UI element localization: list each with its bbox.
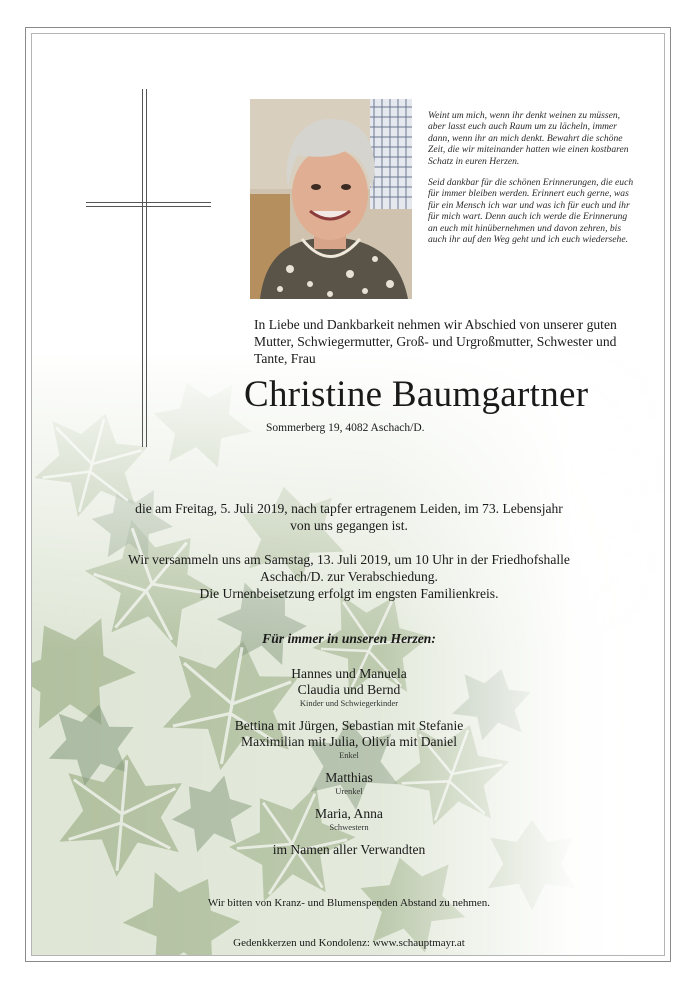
service-info (32, 551, 665, 602)
cross-beam-line (86, 206, 211, 207)
siblings-group (32, 806, 665, 832)
children-group (32, 666, 665, 708)
children-line-2: Claudia und Bernd (297, 682, 401, 697)
cross-beam (86, 202, 211, 203)
cross-icon-line (146, 89, 147, 447)
grandchildren-group (32, 718, 665, 760)
notice-panel (31, 33, 665, 956)
all-relatives: im Namen aller Verwandten (272, 842, 426, 857)
service-line-2: Aschach/D. zur Verabschiedung. (260, 569, 438, 584)
service-line-1: Wir versammeln uns am Samstag, 13. Juli 2019, um 10 Uhr in der Friedhofshalle (128, 552, 570, 567)
death-notice (32, 500, 665, 534)
great-grandchild: Matthias (325, 770, 373, 785)
cross-icon (142, 89, 143, 447)
grandchildren-line-1: Bettina mit Jürgen, Sebastian mit Stefanie (234, 718, 464, 733)
deceased-name: Christine Baumgartner (244, 374, 589, 415)
deceased-address: Sommerberg 19, 4082 Aschach/D. (266, 422, 425, 434)
poem-stanza-1: Weint um mich, wenn ihr denkt weinen zu müssen, aber lasst euch auch Raum um zu lächeln, immer dann, wenn ihr an mich denkt. Bewahrt die schöne Zeit, die wir miteinander hatten wie einen kostbaren Schatz in euren Herzen. (428, 110, 629, 167)
poem (428, 110, 636, 255)
children-line-1: Hannes und Manuela (291, 666, 407, 681)
grandchildren-role: Enkel (339, 750, 359, 760)
motto: Für immer in unseren Herzen: (262, 631, 436, 646)
siblings: Maria, Anna (315, 806, 383, 821)
family-list (32, 666, 665, 858)
ivy-background (32, 344, 665, 956)
great-grandchild-role: Urenkel (335, 786, 363, 796)
siblings-role: Schwestern (329, 822, 369, 832)
portrait-photo (250, 99, 412, 299)
great-grandchild-group (32, 770, 665, 796)
poem-stanza-2: Seid dankbar für die schönen Erinnerungen, die euch für immer bleiben werden. Erinnert euch gerne, was für ein Mensch ich war und was ich für euch und ihr für mich wart. Denn auch ich werde die Erinnerung an euch mit hinübernehmen und davon zehren, bis auch ihr auf den Weg geht und ich euch wiedersehe. (428, 177, 634, 246)
service-line-3: Die Urnenbeisetzung erfolgt im engsten Familienkreis. (199, 586, 499, 601)
donation-plea: Wir bitten von Kranz- und Blumenspenden Abstand zu nehmen. (207, 897, 491, 909)
children-role: Kinder und Schwiegerkinder (299, 698, 399, 708)
intro-text: In Liebe und Dankbarkeit nehmen wir Abschied von unserer guten Mutter, Schwiegermutter, Groß- und Urgroßmutter, Schwester und Tante, Frau (254, 317, 617, 366)
death-notice-text: die am Freitag, 5. Juli 2019, nach tapfer ertragenem Leiden, im 73. Lebensjahr von uns gegangen ist. (135, 501, 563, 533)
condolence-link: Gedenkkerzen und Kondolenz: www.schauptmayr.at (233, 937, 465, 949)
grandchildren-line-2: Maximilian mit Julia, Olivia mit Daniel (241, 734, 457, 749)
